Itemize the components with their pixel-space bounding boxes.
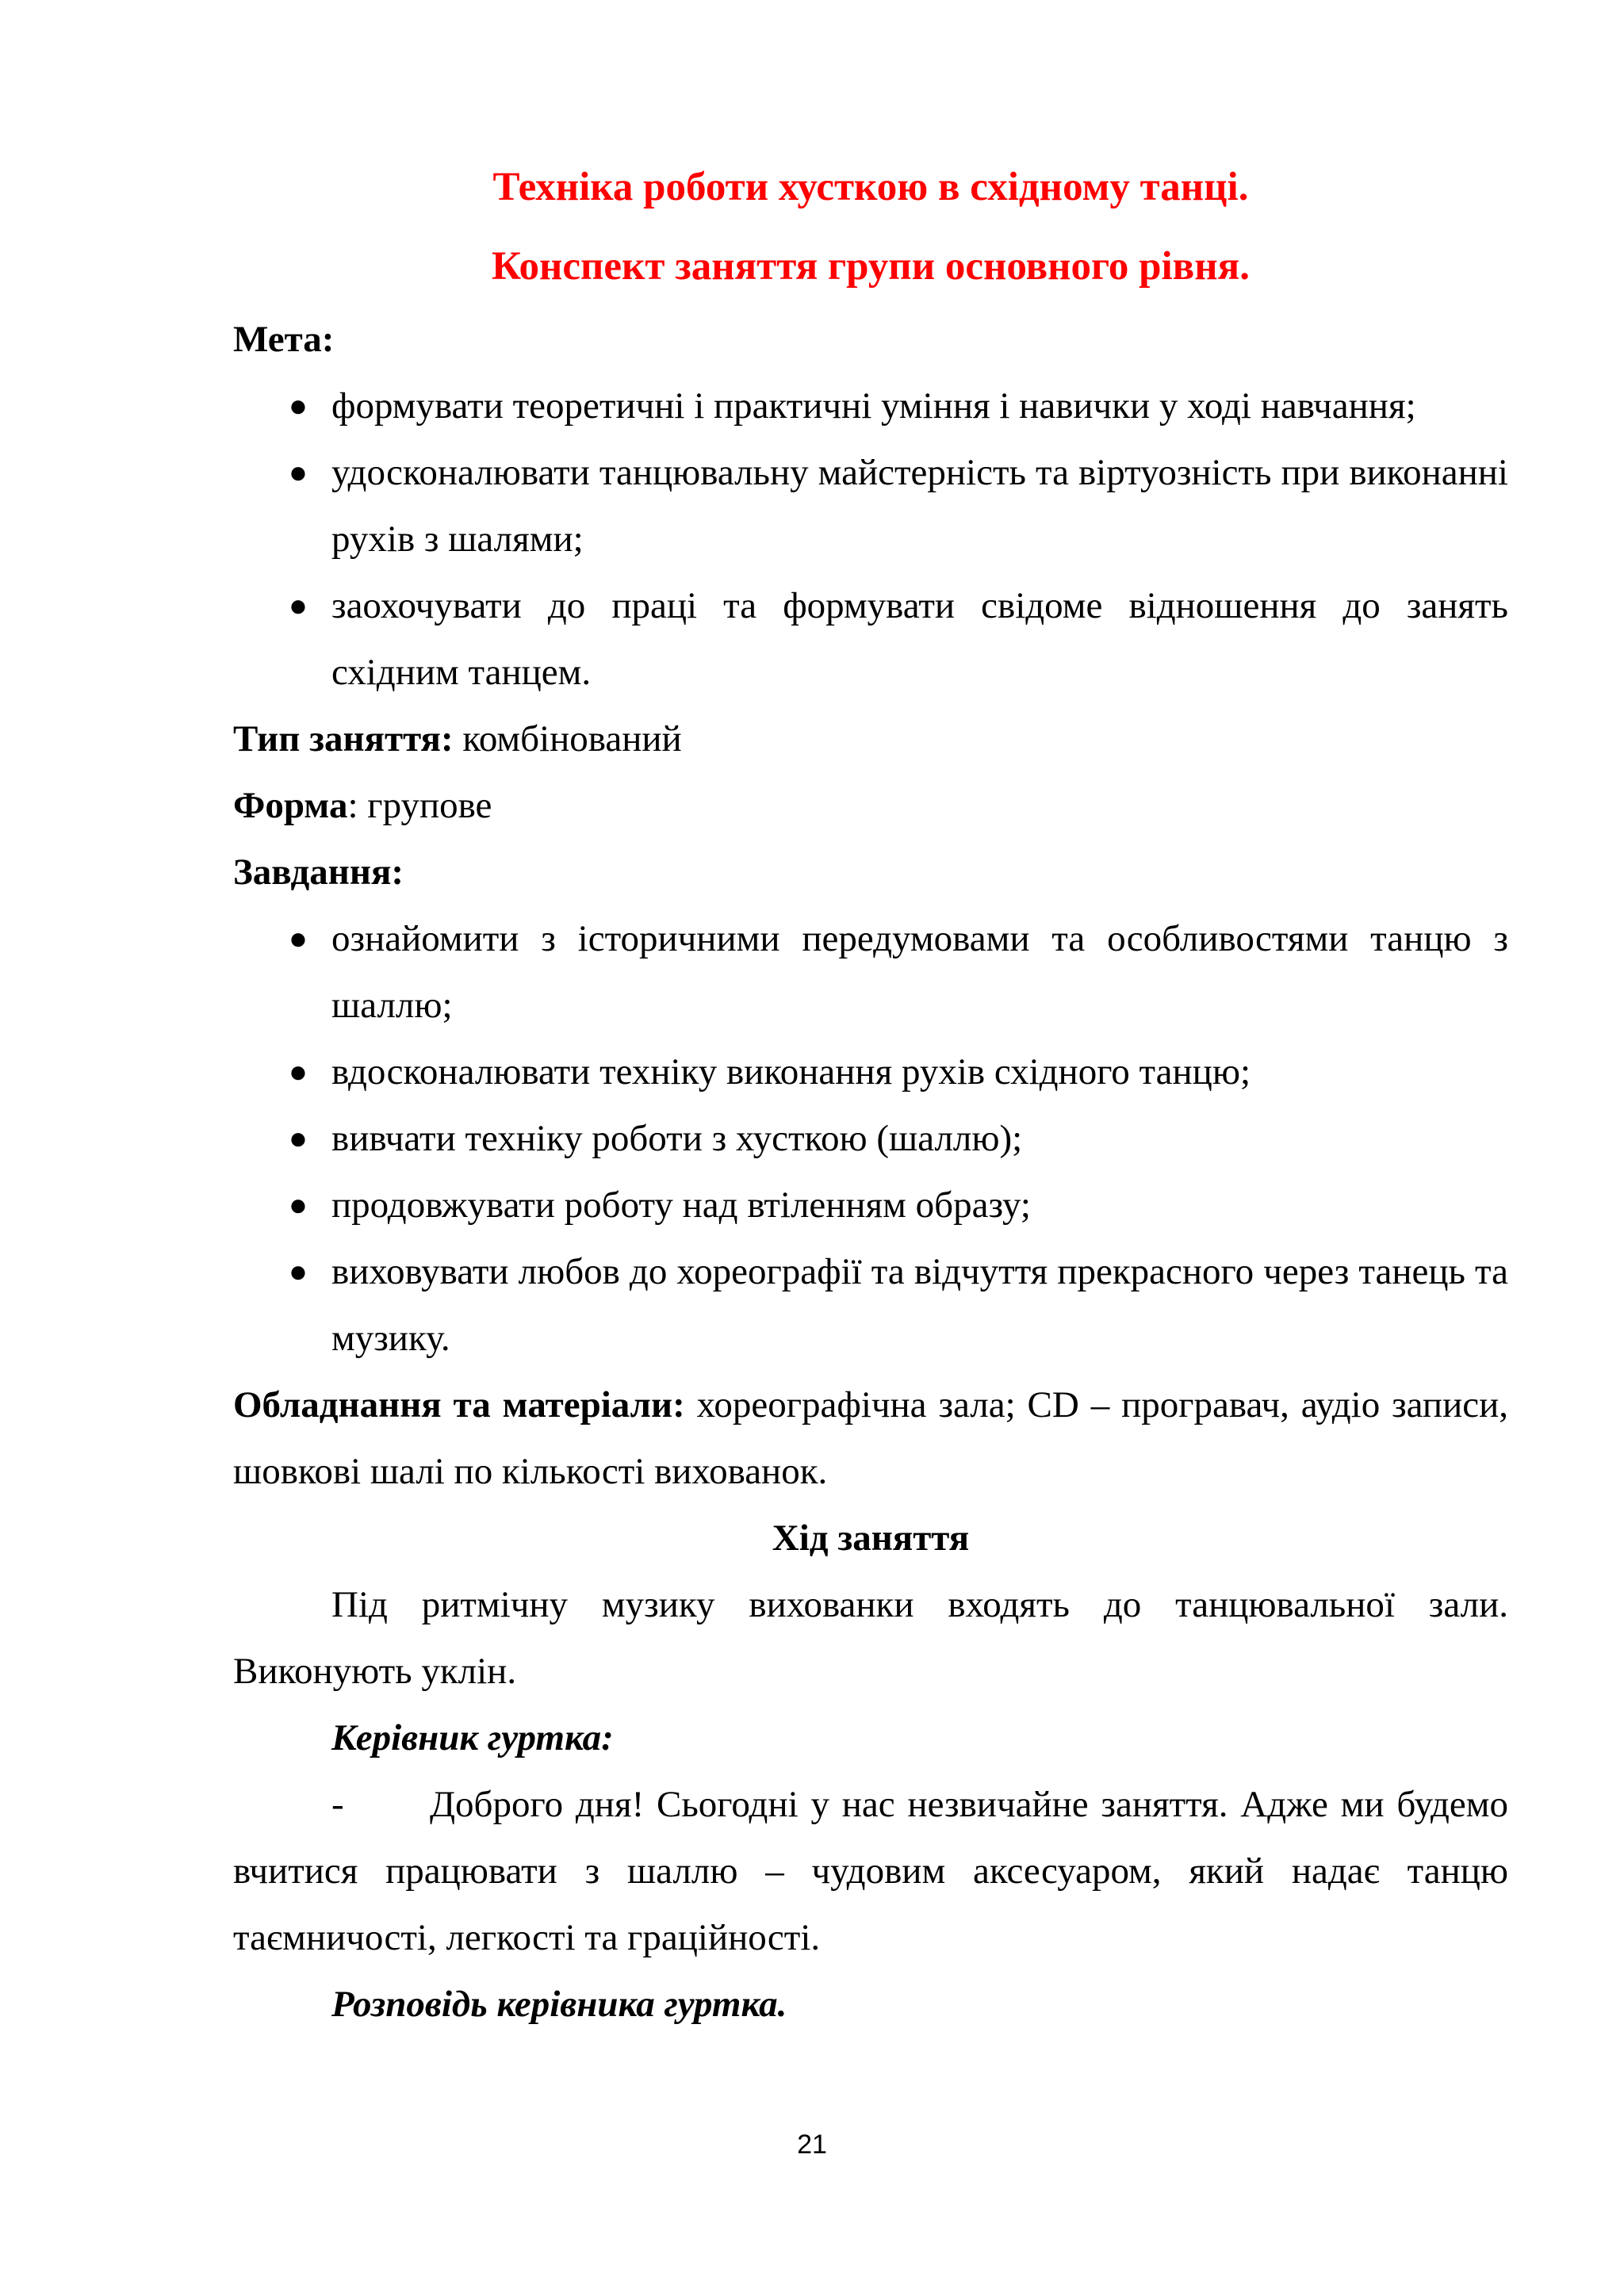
goal-item-text: формувати теоретичні і практичні уміння і навички у ході навчання; [331,385,1416,427]
list-item [233,1172,1508,1238]
lesson-course-heading: Хід заняття [772,1517,970,1559]
goal-item-text: заохочувати до праці та формувати свідоме відношення до занять східним танцем. [331,585,1508,693]
list-item [233,1238,1508,1372]
tasks-list [233,905,1508,1372]
list-item [233,1105,1508,1172]
bullet-icon: ● [288,587,308,623]
equipment-value: хореографічна зала; CD – програвач, аудіо записи, шовкові шалі по кількості вихованок. [233,1384,1508,1492]
teacher-speech-text: Доброго дня! Сьогодні у нас незвичайне заняття. Адже ми будемо вчитися працювати з шаллю – чудовим аксесуаром, який надає танцю таємничості, легкості та граційності. [233,1784,1508,1958]
bullet-icon: ● [288,1253,308,1289]
tasks-label: Завдання: [233,851,404,893]
bullet-icon: ● [288,1054,308,1089]
lesson-form-label: Форма [233,785,348,826]
task-item-text: ознайомити з історичними передумовами та особливостями танцю з шаллю; [331,918,1508,1026]
bullet-icon: ● [288,1187,308,1223]
task-item-text: виховувати любов до хореографії та відчуття прекрасного через танець та музику. [331,1251,1508,1359]
teacher-role-label: Керівник гуртка: [331,1717,614,1758]
list-item [233,373,1508,439]
lesson-form [233,772,1508,839]
task-item-text: вивчати техніку роботи з хусткою (шаллю); [331,1118,1023,1159]
list-item [233,1039,1508,1105]
list-item [233,905,1508,1039]
page-number: 21 [797,2130,827,2160]
list-item [233,439,1508,572]
lesson-form-value: : групове [347,785,492,826]
goal-item-text: удосконалювати танцювальну майстерність та віртуозність при виконанні рухів з шалями; [331,452,1508,560]
document-title-line-2: Конспект заняття групи основного рівня. [492,244,1250,289]
goal-label: Мета: [233,319,335,360]
lesson-type [233,706,1508,772]
teacher-story-label: Розповідь керівника гуртка. [331,1984,787,2025]
bullet-icon: ● [288,1120,308,1156]
list-item [233,572,1508,706]
lesson-type-value: комбінований [453,718,682,760]
lesson-intro: Під ритмічну музику вихованки входять до танцювальної зали. Виконують уклін. [233,1584,1508,1692]
task-item-text: продовжувати роботу над втіленням образу; [331,1184,1031,1226]
bullet-icon: ● [288,454,308,490]
dash-marker: - [331,1784,344,1825]
equipment [233,1372,1508,1505]
bullet-icon: ● [288,920,308,956]
lesson-type-label: Тип заняття: [233,718,454,760]
goal-list [233,373,1508,706]
page-content [233,147,1508,2038]
teacher-speech [233,1771,1508,1971]
document-title-line-1: Техніка роботи хусткою в східному танці. [492,165,1249,209]
equipment-label: Обладнання та матеріали: [233,1384,685,1425]
bullet-icon: ● [288,388,308,423]
task-item-text: вдосконалювати техніку виконання рухів східного танцю; [331,1051,1251,1093]
